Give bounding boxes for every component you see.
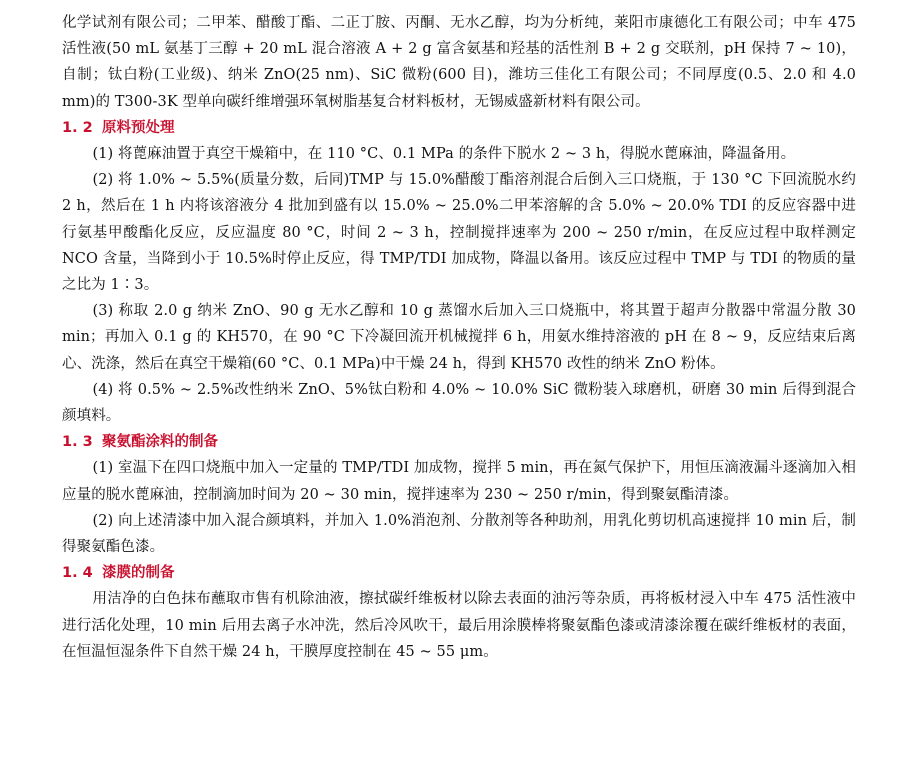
section-number: 1. 2: [62, 119, 93, 136]
paragraph-step-3: (3) 称取 2.0 g 纳米 ZnO、90 g 无水乙醇和 10 g 蒸馏水后加入三口烧瓶中，将其置于超声分散器中常温分散 30 min；再加入 0.1 g 的 KH570，在 90 °C 下冷凝回流开机械搅拌 6 h，用氨水维持溶液的 pH 在 8 ~ 9，反应结束后离心、洗涤，然后在真空干燥箱(60 °C、0.1 MPa)中干燥 24 h，得到 KH570 改性的纳米 ZnO 粉体。: [62, 303, 856, 372]
intro-paragraph: 化学试剂有限公司；二甲苯、醋酸丁酯、二正丁胺、丙酮、无水乙醇，均为分析纯，莱阳市康德化工有限公司；中车 475 活性液(50 mL 氨基丁三醇 + 20 mL 混合溶液 A + 2 g 富含氨基和羟基的活性剂 B + 2 g 交联剂，pH 保持 7 ~ 10)，自制；钛白粉(工业级)、纳米 ZnO(25 nm)、SiC 微粉(600 目)，潍坊三佳化工有限公司；不同厚度(0.5、2.0 和 4.0 mm)的 T300-3K 型单向碳纤维增强环氧树脂基复合材料板材，无锡威盛新材料有限公司。: [62, 15, 856, 110]
section-title: 漆膜的制备: [102, 565, 175, 582]
paragraph-coating-step-2: (2) 向上述清漆中加入混合颜填料，并加入 1.0%消泡剂、分散剂等各种助剂，用乳化剪切机高速搅拌 10 min 后，制得聚氨酯色漆。: [62, 512, 856, 556]
section-heading-1-4: [62, 560, 856, 586]
section-title: 原料预处理: [102, 119, 175, 136]
paragraph-step-1: (1) 将蓖麻油置于真空干燥箱中，在 110 °C、0.1 MPa 的条件下脱水 2 ~ 3 h，得脱水蓖麻油，降温备用。: [92, 146, 796, 163]
paragraph-coating-step-1: (1) 室温下在四口烧瓶中加入一定量的 TMP/TDI 加成物，搅拌 5 min，再在氮气保护下，用恒压滴液漏斗逐滴加入相应量的脱水蓖麻油，控制滴加时间为 20 ~ 30 min，搅拌速率为 230 ~ 250 r/min，得到聚氨酯清漆。: [62, 460, 856, 503]
section-number: 1. 4: [62, 565, 93, 582]
section-heading-1-2: [62, 115, 856, 141]
section-heading-1-3: [62, 429, 856, 455]
section-title: 聚氨酯涂料的制备: [102, 434, 218, 451]
section-number: 1. 3: [62, 434, 93, 451]
paragraph-film-preparation: 用洁净的白色抹布蘸取市售有机除油液，擦拭碳纤维板材以除去表面的油污等杂质，再将板材浸入中车 475 活性液中进行活化处理，10 min 后用去离子水冲洗，然后冷风吹干，最后用涂膜棒将聚氨酯色漆或清漆涂覆在碳纤维板材的表面，在恒温恒湿条件下自然干燥 24 h，干膜厚度控制在 45 ~ 55 μm。: [62, 591, 856, 660]
paragraph-step-4: (4) 将 0.5% ~ 2.5%改性纳米 ZnO、5%钛白粉和 4.0% ~ 10.0% SiC 微粉装入球磨机，研磨 30 min 后得到混合颜填料。: [62, 381, 856, 425]
paragraph-step-2: (2) 将 1.0% ~ 5.5%(质量分数，后同)TMP 与 15.0%醋酸丁酯溶剂混合后倒入三口烧瓶，于 130 °C 下回流脱水约 2 h，然后在 1 h 内将该溶液分 4 批加到盛有以 15.0% ~ 25.0%二甲苯溶解的含 5.0% ~ 20.0% TDI 的反应容器中进行氨基甲酸酯化反应，反应温度 80 °C，时间 2 ~ 3 h，控制搅拌速率为 200 ~ 250 r/min，在反应过程中取样测定 NCO 含量，当降到小于 10.5%时停止反应，得 TMP/TDI 加成物，降温以备用。该反应过程中 TMP 与 TDI 的物质的量之比为 1∶3。: [62, 172, 856, 294]
